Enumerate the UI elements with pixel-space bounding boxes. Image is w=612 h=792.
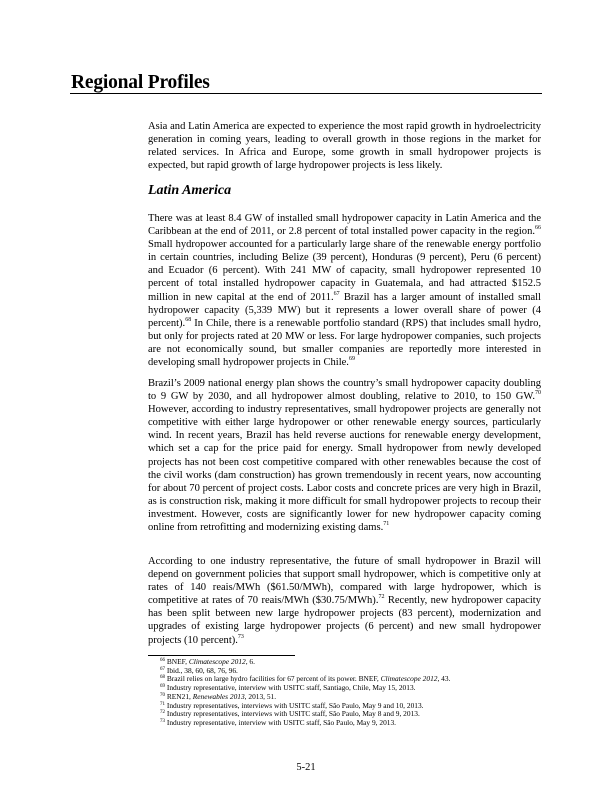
- footnote-ref-72[interactable]: 72: [378, 594, 385, 601]
- paragraph-1-block: [148, 212, 541, 369]
- footnotes: [160, 658, 550, 728]
- paragraph-2: Brazil’s 2009 national energy plan shows the country’s small hydropower capacity doubling to 9 GW by 2030, and all hydropower almost doubling, relative to 2010, to 150 GW.$^{70}$ However, according to industry representatives, small hydropower projects are generally not competitive with either large hydropower or other renewable energy sources, particularly wind. In recent years, Brazil has held reverse auctions for renewable energy development, which set a cap for the price paid for energy. Small hydropower from newly developed projects has not been cost competitive compared with other renewables because the cost of the civil works (dam construction) has grown tremendously in recent years, now accounting for about 70 percent of project costs. Labor costs and concrete prices are very high in Brazil, as is construction risk, making it more difficult for small hydropower projects to recoup their investment. However, costs are significantly lower for new hydropower capacity coming online from retrofitting and modernizing existing dams.$^{71}$: [148, 378, 541, 534]
- intro-block: [148, 120, 541, 172]
- footnote-69: $^{69}$ Industry representative, interview with USITC staff, Santiago, Chile, May 15, 2013.: [160, 683, 416, 693]
- footnote-ref-73[interactable]: 73: [237, 633, 244, 640]
- title-rule: [70, 93, 542, 94]
- footnote-72: $^{72}$ Industry representatives, interviews with USITC staff, São Paulo, May 8 and 9, 2013.: [160, 709, 420, 719]
- subheading-block: [148, 183, 541, 199]
- footnote-67: $^{67}$ Ibid., 38, 60, 68, 76, 96.: [160, 665, 238, 675]
- section-title: Regional Profiles: [71, 72, 210, 93]
- paragraph-3-block: [148, 555, 541, 647]
- footnote-ref-68[interactable]: 68: [185, 316, 192, 323]
- subheading-latin-america: Latin America: [148, 183, 232, 198]
- footnote-separator: [148, 655, 295, 656]
- footnote-70: $^{70}$ REN21, Renewables 2013, 2013, 51.: [160, 691, 277, 701]
- footnote-71: $^{71}$ Industry representatives, interviews with USITC staff, São Paulo, May 9 and 10, 2013.: [160, 700, 424, 710]
- footnote-ref-66[interactable]: 66: [535, 225, 541, 232]
- footnote-73: $^{73}$ Industry representative, interview with USITC staff, São Paulo, May 9, 2013.: [160, 717, 396, 727]
- footnote-ref-67[interactable]: 67: [333, 290, 340, 297]
- page-number: 5-21: [296, 762, 316, 773]
- paragraph-3: According to one industry representative, the future of small hydropower in Brazil will depend on government policies that support small hydropower, which is competitive only at rates of 140 reais/MWh ($61.50/MWh), compared with large hydropower, which is competitive at rates of 70 reais/MWh ($30.75/MWh).$^{72}$ Recently, new hydropower capacity has been split between new large hydropower projects (83 percent), modernization and upgrades of existing large hydropower projects (6 percent) and new small hydropower projects (10 percent).$^{73}$: [148, 556, 541, 646]
- footnote-68: $^{68}$ Brazil relies on large hydro facilities for 67 percent of its power. BNEF, Climatescope 2012, 43.: [160, 674, 451, 684]
- paragraph-2-block: [148, 377, 541, 534]
- footnote-66: $^{66}$ BNEF, Climatescope 2012, 6.: [160, 657, 255, 666]
- intro-paragraph: Asia and Latin America are expected to experience the most rapid growth in hydroelectricity generation in coming years, leading to overall growth in those regions in the market for related services. In Africa and Europe, some growth in small hydropower projects is expected, but rapid growth of large hydropower projects is less likely.: [148, 121, 541, 172]
- footnote-ref-71[interactable]: 71: [383, 521, 390, 528]
- footnote-ref-70[interactable]: 70: [535, 390, 541, 397]
- footnote-ref-69[interactable]: 69: [348, 356, 355, 363]
- paragraph-1: There was at least 8.4 GW of installed small hydropower capacity in Latin America and the Caribbean at the end of 2011, or 2.8 percent of total installed power capacity in the region.$^{66}$ Small hydropower accounted for a particularly large share of the renewable energy portfolio in certain countries, including Belize (39 percent), Honduras (9 percent), Peru (6 percent) and Ecuador (6 percent). With 241 MW of capacity, small hydropower represented 10 percent of total installed hydropower capacity in Guatemala, and had attracted $152.5 million in new capital at the end of 2011.67 Brazil has a larger amount of installed small hydropower capacity (5,339 MW) but it represents a lower overall share of power (4 percent).$^{68}$ In Chile, there is a renewable portfolio standard (RPS) that includes small hydro, but only for projects rated at 20 MW or less. For large hydropower companies, such projects are not economically sound, but smaller companies are reportedly more interested in developing small hydropower projects in Chile.$^{69}$: [148, 213, 541, 369]
